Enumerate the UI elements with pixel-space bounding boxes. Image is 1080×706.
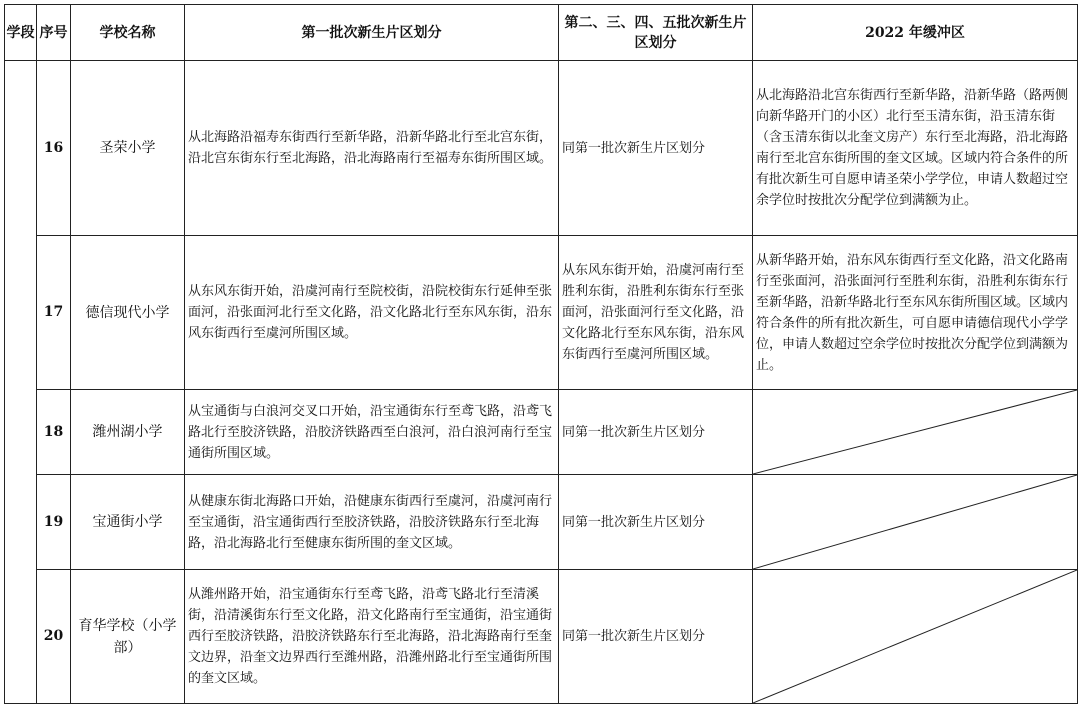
batch2to5-zone: 同第一批次新生片区划分 (559, 570, 753, 704)
batch1-zone: 从健康东街北海路口开始，沿健康东街西行至虞河，沿虞河南行至宝通街，沿宝通街西行至胶济铁路，沿胶济铁路东行至北海路，沿北海路北行至健康东街所围的奎文区域。 (185, 475, 559, 570)
row-index: 19 (37, 475, 71, 570)
stage-cell (5, 61, 37, 704)
header-school: 学校名称 (71, 5, 185, 61)
header-batch1: 第一批次新生片区划分 (185, 5, 559, 61)
header-batch2to5: 第二、三、四、五批次新生片区划分 (559, 5, 753, 61)
school-name: 圣荣小学 (71, 61, 185, 236)
buffer-zone-empty (753, 570, 1078, 704)
batch2to5-zone: 同第一批次新生片区划分 (559, 475, 753, 570)
header-index: 序号 (37, 5, 71, 61)
header-buffer: 2022 年缓冲区 (753, 5, 1078, 61)
table-row (5, 236, 1078, 390)
batch1-zone: 从东风东街开始，沿虞河南行至院校街，沿院校街东行延伸至张面河，沿张面河北行至文化路，沿文化路北行至东风东街，沿东风东街西行至虞河所围区域。 (185, 236, 559, 390)
buffer-zone: 从北海路沿北宫东街西行至新华路，沿新华路（路两侧向新华路开门的小区）北行至玉清东街，沿玉清东街（含玉清东街以北奎文房产）东行至北海路，沿北海路南行至北宫东街所围的奎文区域。区域内符合条件的所有批次新生可自愿申请圣荣小学学位，申请人数超过空余学位时按批次分配学位到满额为止。 (753, 61, 1078, 236)
table-row (5, 61, 1078, 236)
diagonal-slash-icon (753, 475, 1077, 569)
diagonal-slash-icon (753, 570, 1077, 703)
header-row (5, 5, 1078, 61)
batch1-zone: 从宝通街与白浪河交叉口开始，沿宝通街东行至鸢飞路，沿鸢飞路北行至胶济铁路，沿胶济铁路西至白浪河，沿白浪河南行至宝通街所围区域。 (185, 390, 559, 475)
batch1-zone: 从潍州路开始，沿宝通街东行至鸢飞路，沿鸢飞路北行至清溪街，沿清溪街东行至文化路，沿文化路南行至宝通街，沿宝通街西行至胶济铁路，沿胶济铁路东行至北海路，沿北海路南行至奎文边界，沿奎文边界西行至潍州路，沿潍州路北行至宝通街所围的奎文区域。 (185, 570, 559, 704)
school-name: 德信现代小学 (71, 236, 185, 390)
buffer-zone-empty (753, 475, 1078, 570)
row-index: 17 (37, 236, 71, 390)
batch2to5-zone: 从东风东街开始，沿虞河南行至胜利东街，沿胜利东街东行至张面河，沿张面河行至文化路，沿文化路北行至东风东街，沿东风东街西行至虞河所围区域。 (559, 236, 753, 390)
table-row (5, 390, 1078, 475)
school-name: 潍州湖小学 (71, 390, 185, 475)
row-index: 18 (37, 390, 71, 475)
batch1-zone: 从北海路沿福寿东街西行至新华路，沿新华路北行至北宫东街，沿北宫东街东行至北海路，沿北海路南行至福寿东街所围区域。 (185, 61, 559, 236)
diagonal-slash-icon (753, 390, 1077, 474)
row-index: 16 (37, 61, 71, 236)
enrollment-zone-table (4, 4, 1078, 704)
school-name: 育华学校（小学部） (71, 570, 185, 704)
buffer-zone-empty (753, 390, 1078, 475)
header-stage: 学段 (5, 5, 37, 61)
batch2to5-zone: 同第一批次新生片区划分 (559, 61, 753, 236)
row-index: 20 (37, 570, 71, 704)
table-row (5, 570, 1078, 704)
school-name: 宝通街小学 (71, 475, 185, 570)
batch2to5-zone: 同第一批次新生片区划分 (559, 390, 753, 475)
table-row (5, 475, 1078, 570)
buffer-zone: 从新华路开始，沿东风东街西行至文化路，沿文化路南行至张面河，沿张面河行至胜利东街，沿胜利东街东行至新华路，沿新华路北行至东风东街所围区域。区域内符合条件的所有批次新生，可自愿申请德信现代小学学位，申请人数超过空余学位时按批次分配学位到满额为止。 (753, 236, 1078, 390)
